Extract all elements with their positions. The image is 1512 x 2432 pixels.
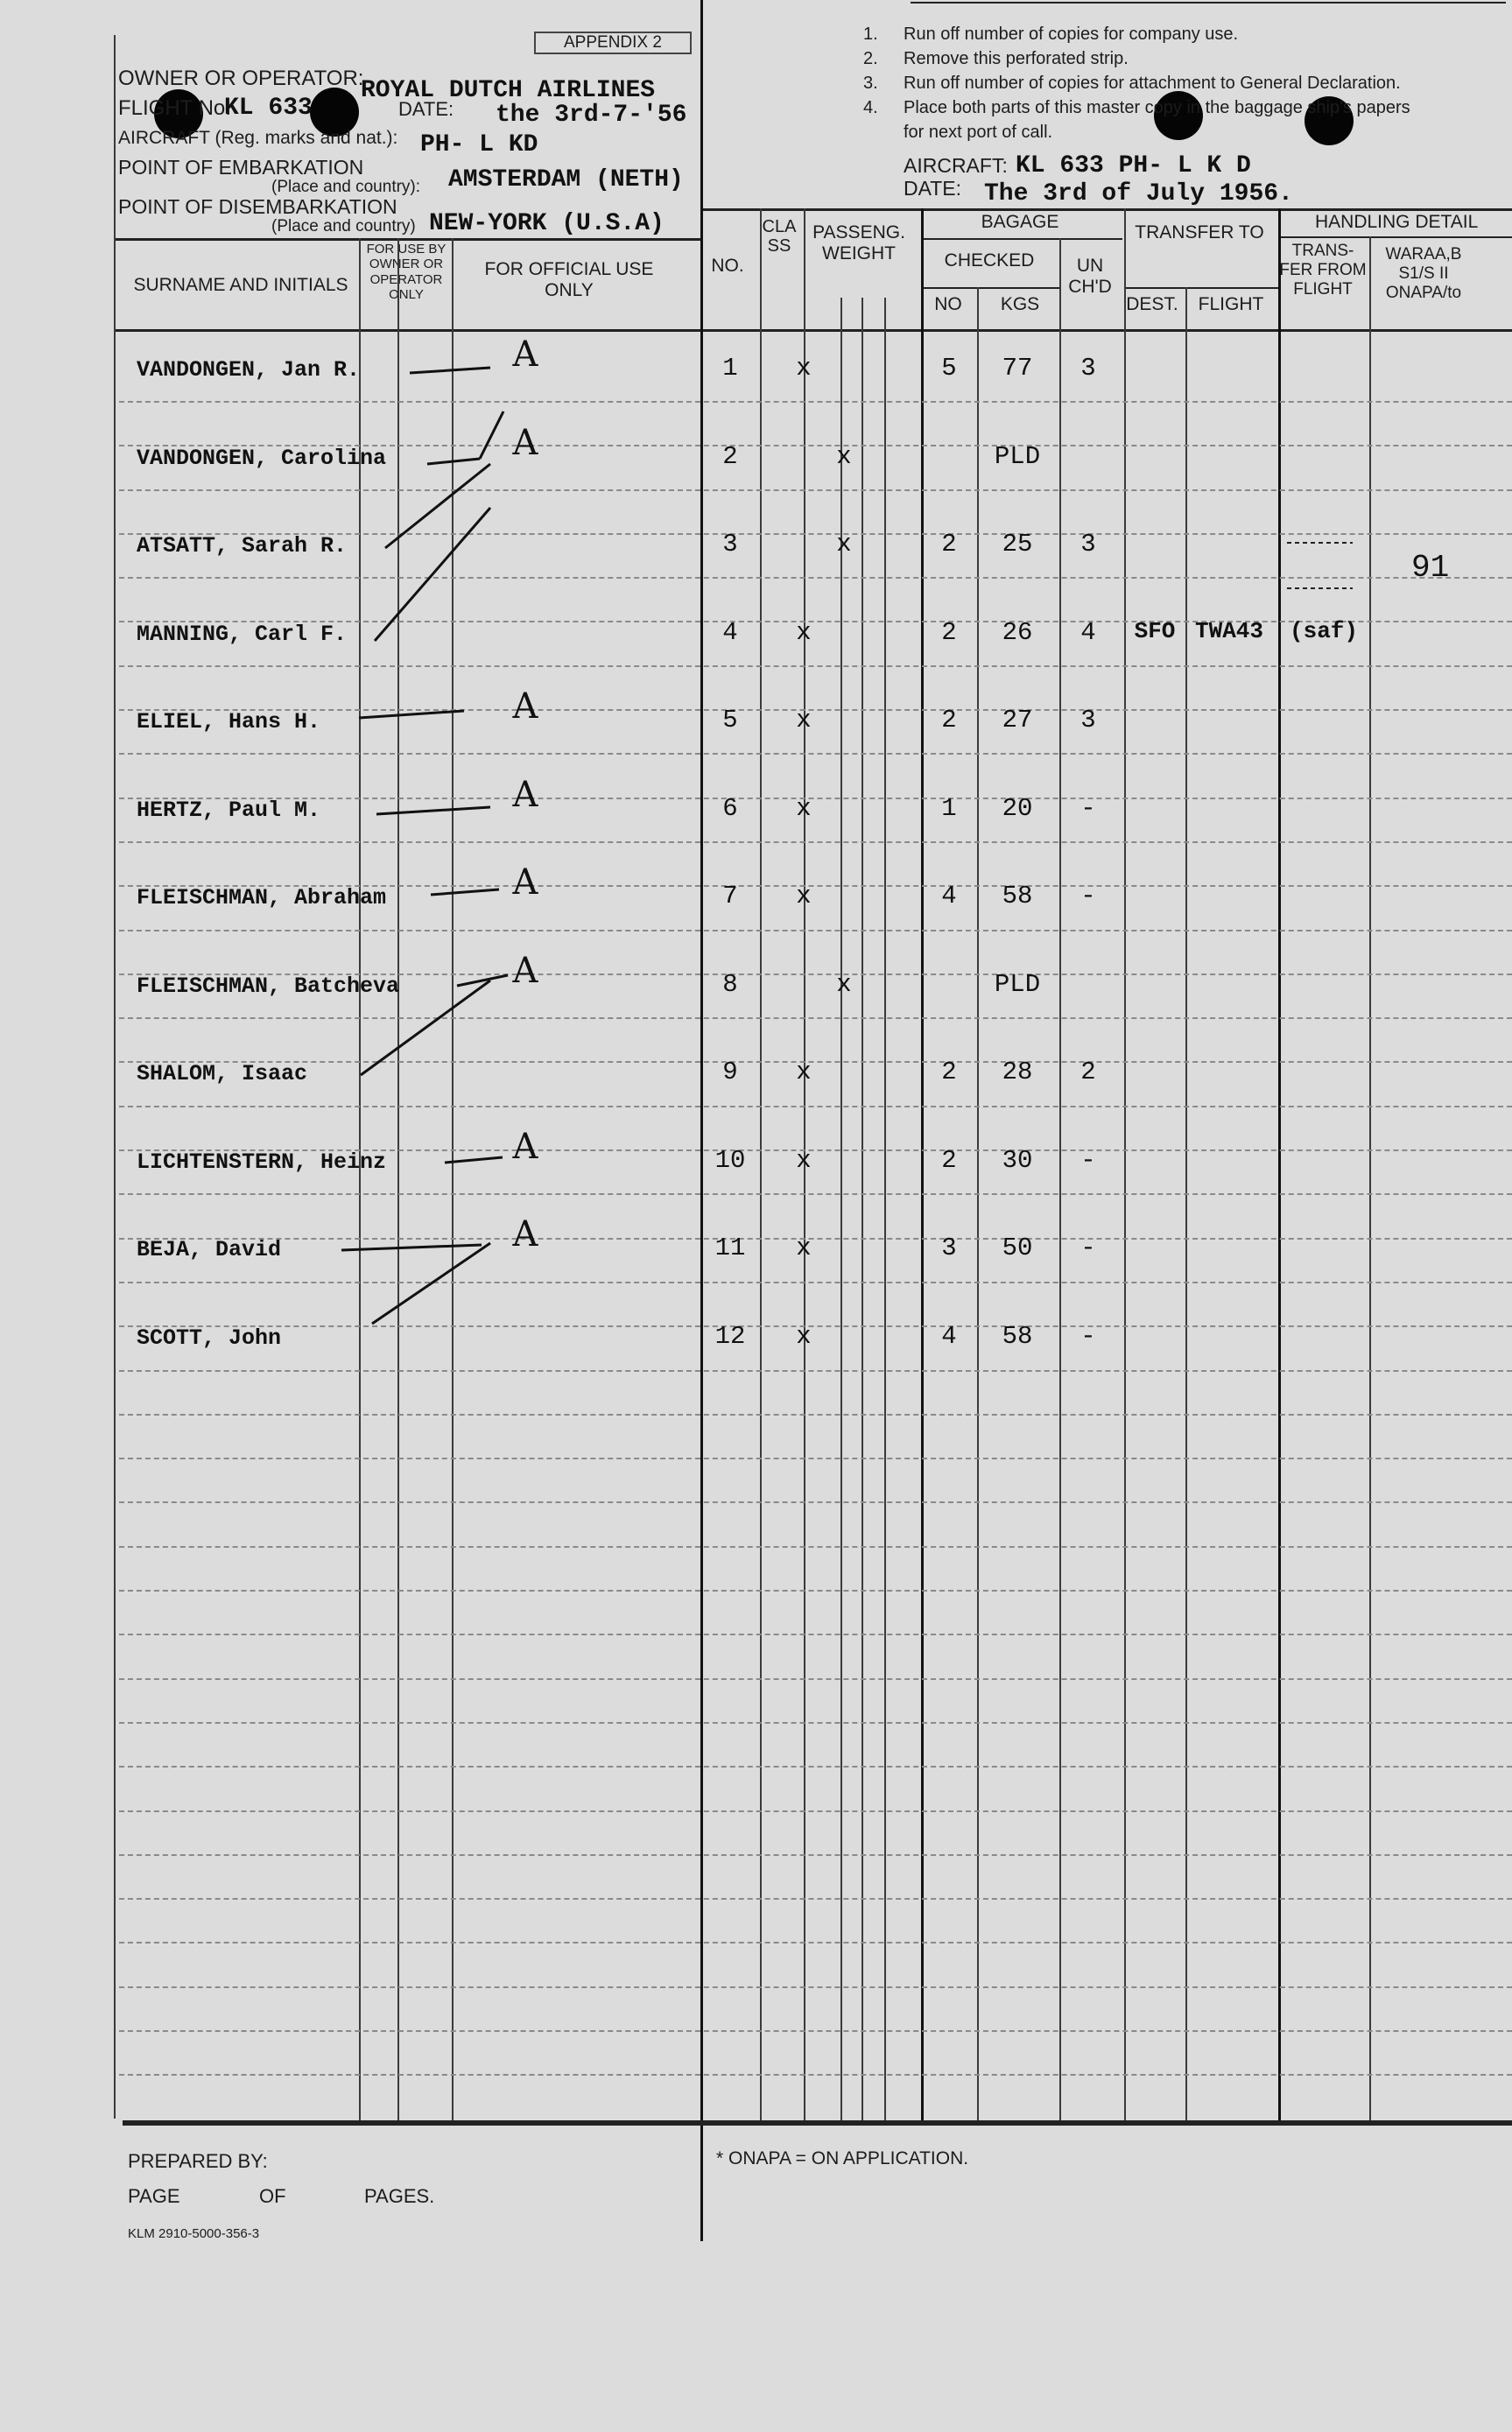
bag-kgs: 77 <box>1002 354 1033 383</box>
col-no: NO. <box>711 256 744 276</box>
embarkation-value: AMSTERDAM (NETH) <box>448 166 684 193</box>
bag-count: 4 <box>941 882 957 910</box>
onapa-note: * ONAPA = ON APPLICATION. <box>716 2148 969 2168</box>
col-transfer-to: TRANSFER TO <box>1135 222 1264 242</box>
bag-count: 1 <box>941 794 957 823</box>
bag-count: 2 <box>941 530 957 559</box>
passenger-no: 2 <box>722 442 738 471</box>
passenger-no: 8 <box>722 970 738 999</box>
passenger-no: 1 <box>722 354 738 383</box>
bag-count: 5 <box>941 354 957 383</box>
passenger-name: ATSATT, Sarah R. <box>137 533 348 559</box>
form-code: KLM 2910-5000-356-3 <box>128 2226 260 2241</box>
bag-kgs: 25 <box>1002 530 1033 559</box>
stroke-5 <box>359 711 464 718</box>
date-right-label: DATE: <box>904 177 962 200</box>
bag-kgs: 50 <box>1002 1234 1033 1262</box>
bag-count: 2 <box>941 618 957 647</box>
stroke-8 <box>457 975 508 986</box>
page-label: PAGE <box>128 2185 180 2207</box>
instruction-text: Place both parts of this master copy in the baggage ship's papers <box>904 98 1410 117</box>
aircraft-right-value: KL 633 PH- L K D <box>1016 152 1251 179</box>
passenger-name: VANDONGEN, Carolina <box>137 446 387 471</box>
stroke-9 <box>361 981 490 1075</box>
transfer-from: (saf) <box>1289 618 1358 644</box>
margin-note: 91 <box>1411 550 1450 586</box>
disembarkation-value: NEW-YORK (U.S.A) <box>429 210 665 237</box>
col-unchd: UN CH'D <box>1068 256 1112 298</box>
bag-kgs: 58 <box>1002 1322 1033 1351</box>
unchecked-count: - <box>1080 1322 1096 1351</box>
bag-kgs: 58 <box>1002 882 1033 910</box>
handwritten-stamp: A <box>512 862 538 903</box>
flight-value: KL 633 <box>224 95 313 122</box>
transfer-dest: SFO <box>1134 618 1176 644</box>
bag-count: 2 <box>941 1146 957 1175</box>
unchecked-count: 3 <box>1080 530 1096 559</box>
passenger-name: LICHTENSTERN, Heinz <box>137 1149 387 1175</box>
passenger-name: SHALOM, Isaac <box>137 1061 308 1086</box>
handwritten-stamp: A <box>512 334 538 375</box>
passenger-no: 9 <box>722 1058 738 1086</box>
unchecked-count: - <box>1080 794 1096 823</box>
class-mark: x <box>796 794 812 823</box>
stroke-4 <box>375 508 490 641</box>
bag-count: 2 <box>941 706 957 735</box>
unchecked-count: 3 <box>1080 706 1096 735</box>
stroke-12 <box>372 1243 490 1324</box>
weight-mark: x <box>836 442 852 471</box>
instruction-number: 2. <box>863 49 878 68</box>
passenger-no: 4 <box>722 618 738 647</box>
weight-mark: x <box>836 530 852 559</box>
owner-value: ROYAL DUTCH AIRLINES <box>361 77 656 104</box>
weight-mark: x <box>836 970 852 999</box>
instruction-text: for next port of call. <box>904 123 1053 142</box>
prepared-by-label: PREPARED BY: <box>128 2150 268 2172</box>
col-passeng-weight: PASSENG. WEIGHT <box>812 222 905 264</box>
disembarkation-label: POINT OF DISEMBARKATION <box>118 195 397 218</box>
date-value: the 3rd-7-'56 <box>496 102 687 129</box>
passenger-no: 11 <box>714 1234 746 1262</box>
bag-kgs: PLD <box>994 970 1041 999</box>
aircraft-value: PH- L KD <box>420 131 538 158</box>
passenger-no: 6 <box>722 794 738 823</box>
bag-kgs: 27 <box>1002 706 1033 735</box>
class-mark: x <box>796 706 812 735</box>
bag-kgs: 26 <box>1002 618 1033 647</box>
col-bagage: BAGAGE <box>981 212 1059 232</box>
bag-kgs: 30 <box>1002 1146 1033 1175</box>
bag-count: 2 <box>941 1058 957 1086</box>
col-waraa: WARAA,B S1/S II ONAPA/to <box>1385 245 1462 302</box>
unchecked-count: - <box>1080 1234 1096 1262</box>
class-mark: x <box>796 1146 812 1175</box>
instruction-text: Remove this perforated strip. <box>904 49 1129 68</box>
passenger-name: FLEISCHMAN, Abraham <box>137 885 387 910</box>
unchecked-count: - <box>1080 1146 1096 1175</box>
passenger-name: MANNING, Carl F. <box>137 622 348 647</box>
bag-kgs: 28 <box>1002 1058 1033 1086</box>
bag-count: 3 <box>941 1234 957 1262</box>
class-mark: x <box>796 354 812 383</box>
disembarkation-sub: (Place and country) <box>271 217 416 235</box>
col-flight: FLIGHT <box>1198 294 1264 314</box>
pages-label: PAGES. <box>364 2185 435 2207</box>
class-mark: x <box>796 1234 812 1262</box>
col-official-use: FOR OFFICIAL USE ONLY <box>484 259 654 301</box>
passenger-no: 3 <box>722 530 738 559</box>
passenger-name: BEJA, David <box>137 1237 282 1262</box>
passenger-name: ELIEL, Hans H. <box>137 709 321 735</box>
date-label: DATE: <box>398 98 454 120</box>
embarkation-label: POINT OF EMBARKATION <box>118 156 364 179</box>
passenger-no: 12 <box>714 1322 746 1351</box>
col-checked-no: NO <box>934 294 962 314</box>
date-right-value: The 3rd of July 1956. <box>984 180 1293 207</box>
handwritten-stamp: A <box>512 1214 538 1255</box>
instruction-number: 4. <box>863 98 878 117</box>
col-surname: SURNAME AND INITIALS <box>133 275 348 295</box>
col-owner-use: FOR USE BY OWNER OR OPERATOR ONLY <box>366 242 447 302</box>
flight-label: FLIGHT No. <box>118 96 231 120</box>
stroke-11 <box>341 1245 482 1250</box>
col-transfer-from: TRANS- FER FROM FLIGHT <box>1279 242 1367 299</box>
col-dest: DEST. <box>1126 294 1178 314</box>
col-class: CLASS <box>762 217 797 257</box>
bag-count: 4 <box>941 1322 957 1351</box>
unchecked-count: 2 <box>1080 1058 1096 1086</box>
instruction-text: Run off number of copies for attachment to General Declaration. <box>904 74 1401 93</box>
handwritten-stamp: A <box>512 423 538 463</box>
bag-kgs: PLD <box>994 442 1041 471</box>
transfer-flight: TWA43 <box>1194 618 1263 644</box>
aircraft-right-label: AIRCRAFT: <box>904 154 1008 177</box>
class-mark: x <box>796 1322 812 1351</box>
instruction-number: 3. <box>863 74 878 93</box>
col-checked-kgs: KGS <box>1000 294 1040 314</box>
unchecked-count: 4 <box>1080 618 1096 647</box>
margin-box <box>1287 543 1353 588</box>
stroke-3 <box>385 464 490 548</box>
col-handling: HANDLING DETAIL <box>1315 212 1479 232</box>
stroke-7 <box>431 889 499 895</box>
passenger-name: FLEISCHMAN, Batcheva <box>137 974 400 999</box>
class-mark: x <box>796 882 812 910</box>
handwritten-stamp: A <box>512 1127 538 1167</box>
stroke-6 <box>376 807 490 814</box>
stroke-1 <box>410 368 490 373</box>
owner-label: OWNER OR OPERATOR: <box>118 67 364 90</box>
passenger-name: HERTZ, Paul M. <box>137 798 321 823</box>
passenger-no: 5 <box>722 706 738 735</box>
passenger-name: SCOTT, John <box>137 1325 282 1351</box>
of-label: OF <box>259 2185 286 2207</box>
passenger-no: 10 <box>714 1146 746 1175</box>
instruction-text: Run off number of copies for company use. <box>904 25 1239 44</box>
embarkation-sub: (Place and country): <box>271 178 421 196</box>
unchecked-count: - <box>1080 882 1096 910</box>
appendix-label: APPENDIX 2 <box>534 32 692 54</box>
instruction-number: 1. <box>863 25 878 44</box>
handwritten-stamp: A <box>512 775 538 815</box>
class-mark: x <box>796 618 812 647</box>
handwritten-stamp: A <box>512 686 538 727</box>
col-checked: CHECKED <box>944 250 1035 271</box>
handwritten-stamp: A <box>512 951 538 991</box>
stroke-10 <box>445 1157 503 1163</box>
class-mark: x <box>796 1058 812 1086</box>
passenger-no: 7 <box>722 882 738 910</box>
passenger-name: VANDONGEN, Jan R. <box>137 357 361 383</box>
bag-kgs: 20 <box>1002 794 1033 823</box>
unchecked-count: 3 <box>1080 354 1096 383</box>
footer-rule <box>123 2120 1512 2126</box>
aircraft-label: AIRCRAFT (Reg. marks and nat.): <box>118 128 398 148</box>
stroke-2 <box>427 411 503 464</box>
